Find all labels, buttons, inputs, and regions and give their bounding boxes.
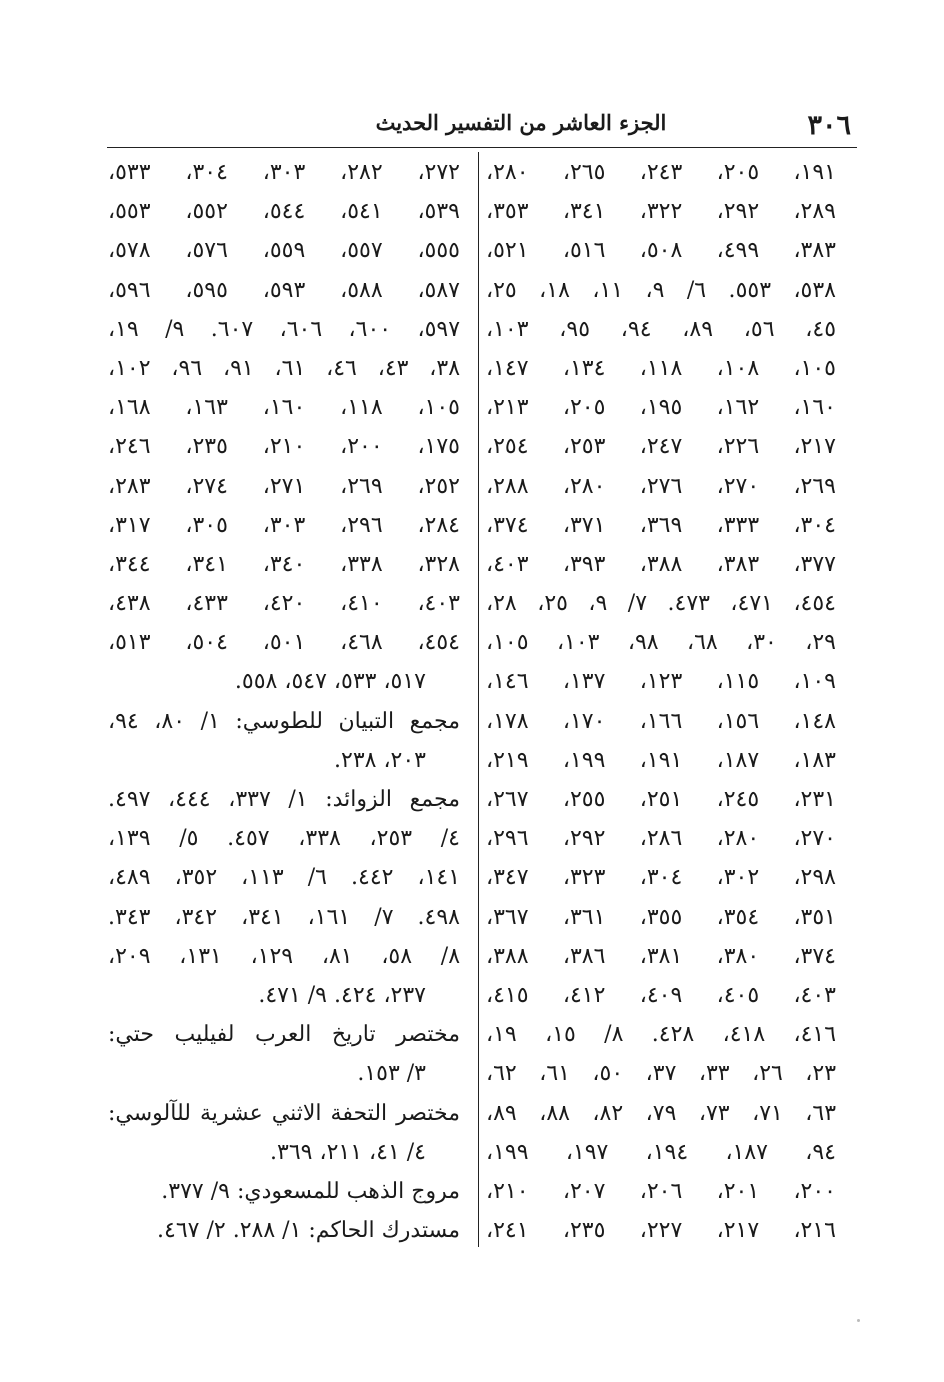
index-line: ١٤١، ٤٤٢. ٦/ ١١٣، ٣٥٢، ٤٨٩، (108, 865, 460, 891)
index-line: ٥١٧، ٥٣٣، ٥٤٧، ٥٥٨. (234, 669, 426, 695)
index-line: ١٩١، ٢٠٥، ٢٤٣، ٢٦٥، ٢٨٠، (486, 160, 836, 185)
index-line: ٥٥٥، ٥٥٧، ٥٥٩، ٥٧٦، ٥٧٨، (108, 238, 460, 264)
index-column-right (486, 153, 836, 1250)
index-line: ٣٠٤، ٣٣٣، ٣٦٩، ٣٧١، ٣٧٤، (486, 512, 836, 538)
page-header (105, 108, 857, 144)
index-line: ٥٨٧، ٥٨٨، ٥٩٣، ٥٩٥، ٥٩٦، (108, 277, 460, 303)
index-line: ٣٥١، ٣٥٤، ٣٥٥، ٣٦١، ٣٦٧، (486, 904, 836, 930)
index-line: ٢١٧، ٢٢٦، ٢٤٧، ٢٥٣، ٢٥٤، (486, 434, 836, 460)
index-entry-heading: مختصر تاريخ العرب لفيليب حتي: (108, 1022, 460, 1048)
index-line: ٢٣، ٢٦، ٣٣، ٣٧، ٥٠، ٦١، ٦٢، (486, 1061, 836, 1087)
index-line: ٨/ ٥٨، ٨١، ١٢٩، ١٣١، ٢٠٩، (108, 943, 460, 969)
index-entry-heading: مستدرك الحاكم: ١/ ٢٨٨. ٢/ ٤٦٧. (157, 1218, 460, 1244)
index-line: ٤٠٣، ٤١٠، ٤٢٠، ٤٣٣، ٤٣٨، (108, 591, 460, 617)
index-line: ٢٨٤، ٢٩٦، ٣٠٣، ٣٠٥، ٣١٧، (108, 512, 460, 538)
index-line: ١٠٥، ١٠٨، ١١٨، ١٣٤، ١٤٧، (486, 355, 836, 381)
index-line: ٤٥٤، ٤٦٨، ٥٠١، ٥٠٤، ٥١٣، (108, 630, 460, 656)
index-line: ٥٩٧، ٦٠٠، ٦٠٦، ٦٠٧. ٩/ ١٩، (108, 316, 460, 342)
index-line: ١٦٠، ١٦٢، ١٩٥، ٢٠٥، ٢١٣، (486, 395, 836, 421)
index-line: ٤١٦، ٤١٨، ٤٢٨. ٨/ ١٥، ١٩، (486, 1022, 836, 1048)
index-line: ٤/ ٤١، ٢١١، ٣٦٩. (270, 1139, 426, 1165)
index-line: ٢٠٠، ٢٠١، ٢٠٦، ٢٠٧، ٢١٠، (486, 1178, 836, 1204)
index-line: ١٠٩، ١١٥، ١٢٣، ١٣٧، ١٤٦، (486, 669, 836, 695)
index-line: ٤٠٣، ٤٠٥، ٤٠٩، ٤١٢، ٤١٥، (486, 982, 836, 1008)
index-entry-heading: مجمع التبيان للطوسي: ١/ ٨٠، ٩٤، (108, 708, 460, 734)
page-number: ٣٠٦ (807, 110, 851, 141)
index-line: ٢٣٧، ٤٢٤. ٩/ ٤٧١. (258, 982, 426, 1008)
index-line: ٢٦٩، ٢٧٠، ٢٧٦، ٢٨٠، ٢٨٨، (486, 473, 836, 499)
index-column-left (108, 153, 460, 1250)
index-entry-heading: مروج الذهب للمسعودي: ٩/ ٣٧٧. (161, 1178, 460, 1204)
index-line: ٢٩٨، ٣٠٢، ٣٠٤، ٣٢٣، ٣٤٧، (486, 865, 836, 891)
index-entry-heading: مختصر التحفة الاثني عشرية للآلوسي: (108, 1100, 460, 1126)
index-line: ٢٠٣، ٢٣٨. (334, 747, 426, 773)
index-line: ٣٧٤، ٣٨٠، ٣٨١، ٣٨٦، ٣٨٨، (486, 943, 836, 969)
index-line: ٢٥٢، ٢٦٩، ٢٧١، ٢٧٤، ٢٨٣، (108, 473, 460, 499)
index-line: ٤٩٨. ٧/ ١٦١، ٣٤١، ٣٤٢، ٣٤٣. (108, 904, 460, 930)
index-line: ٤/ ٢٥٣، ٣٣٨، ٤٥٧. ٥/ ١٣٩، (108, 826, 460, 852)
index-line: ٥٣٩، ٥٤١، ٥٤٤، ٥٥٢، ٥٥٣، (108, 199, 460, 225)
index-line: ٤٥٤، ٤٧١، ٤٧٣. ٧/ ٩، ٢٥، ٢٨، (486, 591, 836, 617)
index-line: ٢٩، ٣٠، ٦٨، ٩٨، ١٠٣، ١٠٥، (486, 630, 836, 656)
index-line: ٢٧٢، ٢٨٢، ٣٠٣، ٣٠٤، ٥٣٣، (108, 160, 460, 185)
index-line: ٣/ ١٥٣. (357, 1061, 426, 1087)
column-divider (478, 152, 479, 1247)
index-line: ٣٢٨، ٣٣٨، ٣٤٠، ٣٤١، ٣٤٤، (108, 551, 460, 577)
scan-speck (857, 1319, 860, 1322)
running-title: الجزء العاشر من التفسير الحديث (375, 110, 667, 135)
index-line: ٣٨، ٤٣، ٤٦، ٦١، ٩١، ٩٦، ١٠٢، (108, 355, 460, 381)
index-line: ٣٧٧، ٣٨٣، ٣٨٨، ٣٩٣، ٤٠٣، (486, 551, 836, 577)
index-line: ١٧٥، ٢٠٠، ٢١٠، ٢٣٥، ٢٤٦، (108, 434, 460, 460)
index-line: ٢٣١، ٢٤٥، ٢٥١، ٢٥٥، ٢٦٧، (486, 787, 836, 812)
index-line: ٦٣، ٧١، ٧٣، ٧٩، ٨٢، ٨٨، ٨٩، (486, 1100, 836, 1126)
index-line: ٢٧٠، ٢٨٠، ٢٨٦، ٢٩٢، ٢٩٦، (486, 826, 836, 852)
index-line: ٥٣٨، ٥٥٣. ٦/ ٩، ١١، ١٨، ٢٥، (486, 277, 836, 303)
index-line: ٣٨٣، ٤٩٩، ٥٠٨، ٥١٦، ٥٢١، (486, 238, 836, 264)
index-entry-heading: مجمع الزوائد: ١/ ٣٣٧، ٤٤٤، ٤٩٧. (108, 787, 460, 812)
index-line: ٤٥، ٥٦، ٨٩، ٩٤، ٩٥، ١٠٣، (486, 316, 836, 342)
index-line: ١٤٨، ١٥٦، ١٦٦، ١٧٠، ١٧٨، (486, 708, 836, 734)
index-line: ١٨٣، ١٨٧، ١٩١، ١٩٩، ٢١٩، (486, 747, 836, 773)
index-line: ٢٨٩، ٢٩٢، ٣٢٢، ٣٤١، ٣٥٣، (486, 199, 836, 225)
index-line: ١٠٥، ١١٨، ١٦٠، ١٦٣، ١٦٨، (108, 395, 460, 421)
header-rule (107, 147, 857, 148)
index-line: ٢١٦، ٢١٧، ٢٢٧، ٢٣٥، ٢٤١، (486, 1218, 836, 1244)
index-line: ٩٤، ١٨٧، ١٩٤، ١٩٧، ١٩٩، (486, 1139, 836, 1165)
